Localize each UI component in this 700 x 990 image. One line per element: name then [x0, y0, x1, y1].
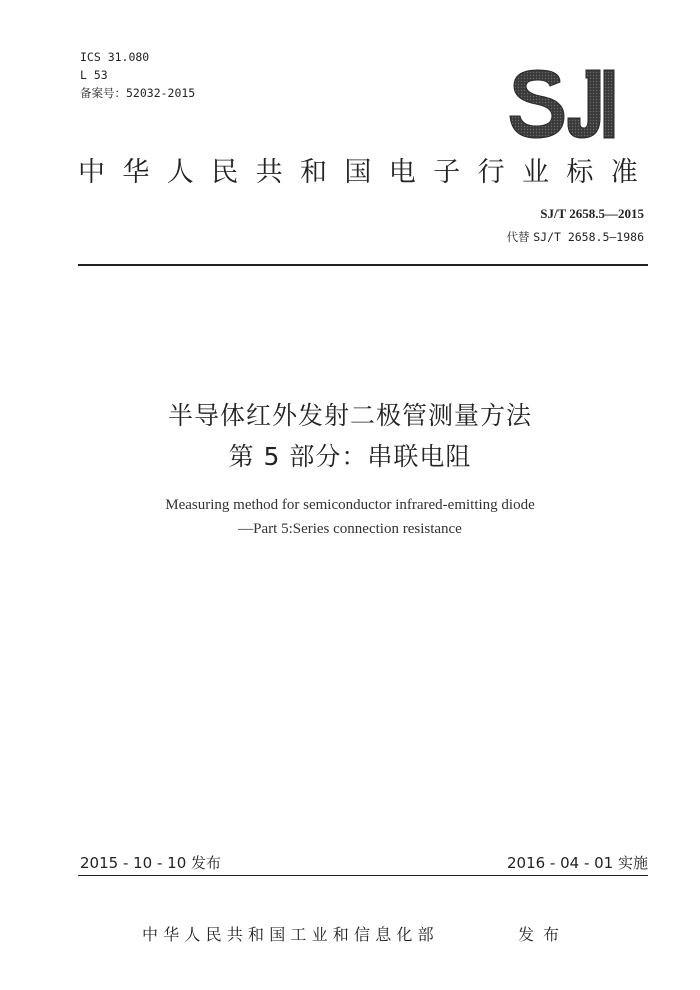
ics-code: ICS 31.080: [80, 50, 150, 64]
sj-logo-graphic: [508, 68, 616, 140]
standard-category-title: 中华人民共和国电子行业标准: [78, 157, 656, 188]
title-cn-line2: 第 5 部分：串联电阻: [228, 442, 472, 471]
title-en-line1: Measuring method for semiconductor infrared-emitting diode: [165, 497, 535, 513]
ccs-code: L 53: [80, 68, 108, 82]
footer-divider: [78, 875, 648, 876]
standard-number: SJ/T 2658.5—2015: [540, 206, 644, 221]
replaces-value: SJ/T 2658.5—1986: [533, 230, 644, 244]
replaces-note: [507, 229, 644, 245]
replaces-label: 代替: [506, 230, 530, 244]
publisher-name: 中华人民共和国工业和信息化部: [142, 925, 439, 944]
header-divider: [78, 264, 648, 266]
title-cn-line1: 半导体红外发射二极管测量方法: [167, 401, 532, 430]
publish-label: 发布: [518, 925, 569, 944]
record-number: 备案号：52032-2015: [80, 86, 196, 100]
classification-block: [80, 48, 195, 102]
title-en-line2: —Part 5:Series connection resistance: [238, 521, 462, 537]
issue-date: 2015 - 10 - 10 发布: [80, 854, 222, 872]
effective-date: 2016 - 04 - 01 实施: [506, 854, 648, 872]
sj-logo: [508, 68, 616, 140]
